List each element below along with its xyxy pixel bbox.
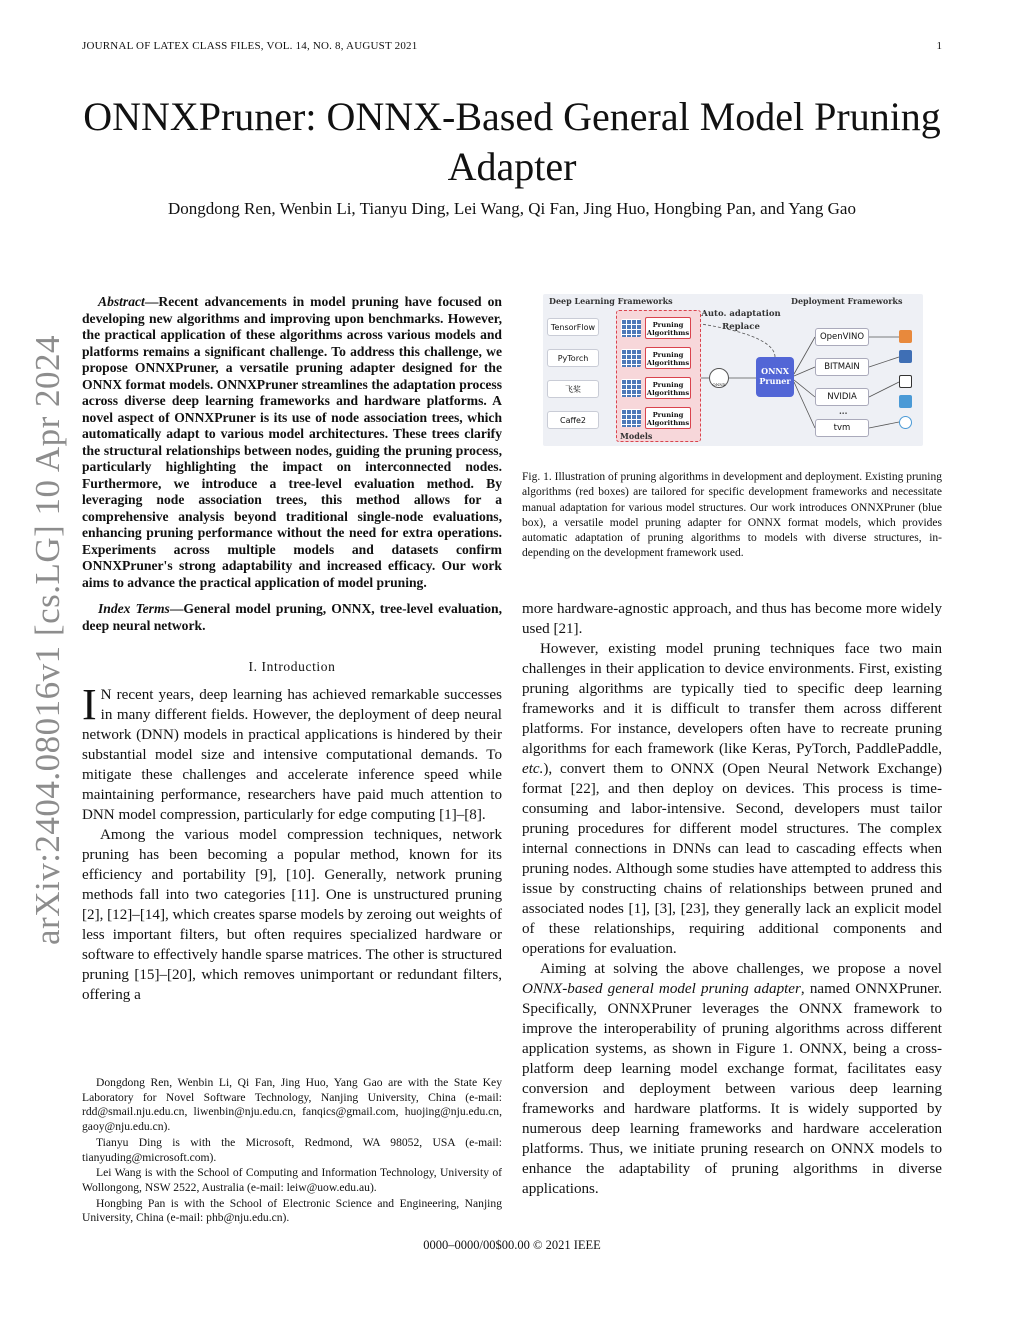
auto-adaptation-text: Auto. adaptation	[701, 309, 781, 319]
replace-arrow	[701, 324, 775, 357]
framework-pytorch: PyTorch	[547, 349, 599, 367]
device-mobile-icon	[899, 375, 912, 388]
deploy-openvino: OpenVINO	[815, 328, 869, 346]
device-tablet-icon	[899, 395, 912, 408]
intro-paragraph-1	[82, 680, 502, 825]
right-paragraph-2	[522, 639, 942, 959]
models-label: Models	[620, 431, 653, 441]
arxiv-stamp: arXiv:2404.08016v1 [cs.LG] 10 Apr 2024	[28, 334, 67, 945]
arrow-line	[869, 357, 899, 367]
onnx-node: ONNX	[709, 368, 729, 388]
left-column	[82, 294, 502, 1005]
deploy-nvidia: NVIDIA	[815, 388, 869, 406]
replace-text: Replace	[722, 322, 760, 332]
copyright-footer: 0000–0000/00$00.00 © 2021 IEEE	[423, 1238, 601, 1252]
abstract-text: —Recent advancements in model pruning have focused on developing new algorithms and improving upon benchmarks. However, the practical application of these algorithms across various models and platforms remains a significant challenge. To address this challenge, we propose ONNXPruner, a versatile pruning adapter designed for the ONNX format models. ONNXPruner streamlines the adaptation process across diverse deep learning frameworks and hardware platforms. A novel aspect of ONNXPruner is its use of node association trees, which automatically adapt to various model architectures. These trees clarify the structural relationships between nodes, guiding the pruning process, particularly highlighting the impact on interconnected nodes. Furthermore, we introduce a tree-level evaluation method. By leveraging node association trees, this method allows for a comprehensive analysis beyond traditional single-node evaluations, enhancing pruning performance without the need for extra operations. Experiments across multiple models and datasets confirm ONNXPruner's strong adaptability and increased efficacy. Our work aims to advance the practical application of model pruning.	[82, 294, 502, 590]
right-p2-etc: etc.	[522, 760, 544, 777]
right-p2-b: ), convert them to ONNX (Open Neural Network Exchange) format [22], and then deploy on devices. This process is time-consuming and labor-intensive. Second, developers must tailor pruning procedures for different model structures. The complex internal connections in DNNs can lead to cascading effects when pruning nodes. Although some studies have attempted to address this issue by constructing chains of relationships between pruned and associated nodes [1], [3], [23], they generally lack an explicit model of these relationships, requiring additional components and operations for evaluation.	[522, 760, 942, 957]
abstract	[82, 294, 502, 591]
onnx-pruner-box: ONNX Pruner	[756, 357, 794, 397]
deploy-bitmain: BITMAIN	[815, 358, 869, 376]
footnote: Hongbing Pan is with the School of Electronic Science and Engineering, Nanjing University, China (e-mail: phb@nju.edu.cn).	[82, 1196, 502, 1225]
right-column	[522, 294, 942, 1199]
pruning-algorithm-box: Pruning Algorithms	[645, 317, 691, 339]
figure-1-caption: Fig. 1. Illustration of pruning algorithms in development and deployment. Existing pruning algorithms (red boxes) are tailored for specific development frameworks and necessitate manual adaptation for various model structures. Our work introduces ONNXPruner (blue box), a versatile model pruning adapter for ONNX format models, which provides automatic adaptation of pruning algorithms to models with diverse structures, in-depending on the development framework used.	[522, 471, 942, 560]
arrow-line	[869, 382, 899, 397]
pruning-algorithm-box: Pruning Algorithms	[645, 407, 691, 429]
pruning-algorithm-box: Pruning Algorithms	[645, 377, 691, 399]
pruning-algorithm-box: Pruning Algorithms	[645, 347, 691, 369]
figure-1-diagram	[543, 294, 923, 446]
section-heading-introduction: I. Introduction	[248, 659, 336, 674]
footnote: Dongdong Ren, Wenbin Li, Qi Fan, Jing Huo, Yang Gao are with the State Key Laboratory for Novel Software Technology, Nanjing University, China (e-mail: rdd@smail.nju.edu.cn, liwenbin@nju.edu.cn, fanqics@gmail.com, huojing@nju.edu.cn, gaoy@nju.edu.cn).	[82, 1076, 502, 1134]
index-terms	[82, 601, 502, 634]
device-server-icon	[899, 350, 912, 363]
framework-tensorflow: TensorFlow	[547, 318, 599, 336]
paper-title: ONNXPruner: ONNX-Based General Model Pruning Adapter	[83, 94, 941, 189]
right-p3-em: ONNX-based general model pruning adapter	[522, 980, 801, 997]
right-paragraph-1: more hardware-agnostic approach, and thus has become more widely used [21].	[522, 600, 942, 637]
abstract-label: Abstract	[98, 294, 145, 309]
right-p3-b: , named ONNXPruner. Specifically, ONNXPruner leverages the ONNX framework to improve the interoperability of pruning algorithms across different application systems, as shown in Figure 1. ONNX, being a cross-platform deep learning model exchange format, facilitates easy conversion and deployment between various deep learning frameworks and hardware platforms. It is widely supported by numerous deep learning frameworks and hardware acceleration platforms. Thus, we initiate pruning research on ONNX models to enhance the adaptability of pruning algorithms in diverse applications.	[522, 980, 942, 1197]
footnote: Lei Wang is with the School of Computing and Information Technology, University of Wollongong, NSW 2522, Australia (e-mail: leiw@uow.edu.au).	[82, 1166, 502, 1194]
intro-paragraph-2: Among the various model compression techniques, network pruning has been becoming a popular method, known for its efficiency and portability [9], [10]. Generally, network pruning methods fall into two categories [11]. One is unstructured pruning [2], [12]–[14], which creates sparse models by zeroing out weights of less important filters, but often requires specialized hardware or software to effectively handle sparse matrices. The other is structured pruning [15]–[20], which removes unimportant or redundant filters, offering a	[82, 827, 502, 1003]
right-paragraph-3	[522, 959, 942, 1199]
running-header: JOURNAL OF LATEX CLASS FILES, VOL. 14, NO. 8, AUGUST 2021	[82, 40, 418, 52]
framework-caffe2: Caffe2	[547, 411, 599, 429]
deploy-ellipsis: ...	[839, 406, 848, 416]
framework-paddle: 飞桨	[547, 380, 599, 398]
arrow-line	[869, 422, 899, 428]
right-p3-a: Aiming at solving the above challenges, we propose a novel	[540, 960, 942, 977]
author-footnotes	[82, 1076, 502, 1227]
right-p2-a: However, existing model pruning techniques face two main challenges in their application to device environments. First, existing pruning algorithms are typically tied to specific deep learning frameworks and it is difficult to transfer them across different platforms. For instance, developers often have to recreate pruning algorithms for each framework (like Keras, PyTorch, PaddlePaddle,	[522, 640, 942, 757]
intro-p1-text: N recent years, deep learning has achieved remarkable successes in many different fields. However, the deployment of deep neural network (DNN) models in practical applications is hindered by their substantial model size and intensive computational demands. To mitigate these challenges and accelerate inference speed while maintaining performance, researchers have paid much attention to DNN model compression, particularly for edge computing [1]–[8].	[82, 687, 502, 823]
dropcap: I	[82, 680, 97, 729]
device-cloud-icon	[899, 416, 912, 429]
index-terms-label: Index Terms	[98, 601, 170, 616]
deploy-tvm: tvm	[815, 419, 869, 437]
figure-label-dl-frameworks: Deep Learning Frameworks	[549, 296, 673, 306]
figure-label-deploy-frameworks: Deployment Frameworks	[791, 296, 903, 306]
index-terms-text: —General model pruning, ONNX, tree-level evaluation, deep neural network.	[82, 601, 503, 633]
page-number: 1	[936, 40, 942, 52]
author-list: Dongdong Ren, Wenbin Li, Tianyu Ding, Lei Wang, Qi Fan, Jing Huo, Hongbing Pan, and Yang Gao	[168, 199, 856, 218]
footnote: Tianyu Ding is with the Microsoft, Redmond, WA 98052, USA (e-mail: tianyuding@microsoft.com).	[82, 1135, 502, 1164]
device-monitor-icon	[899, 330, 912, 343]
